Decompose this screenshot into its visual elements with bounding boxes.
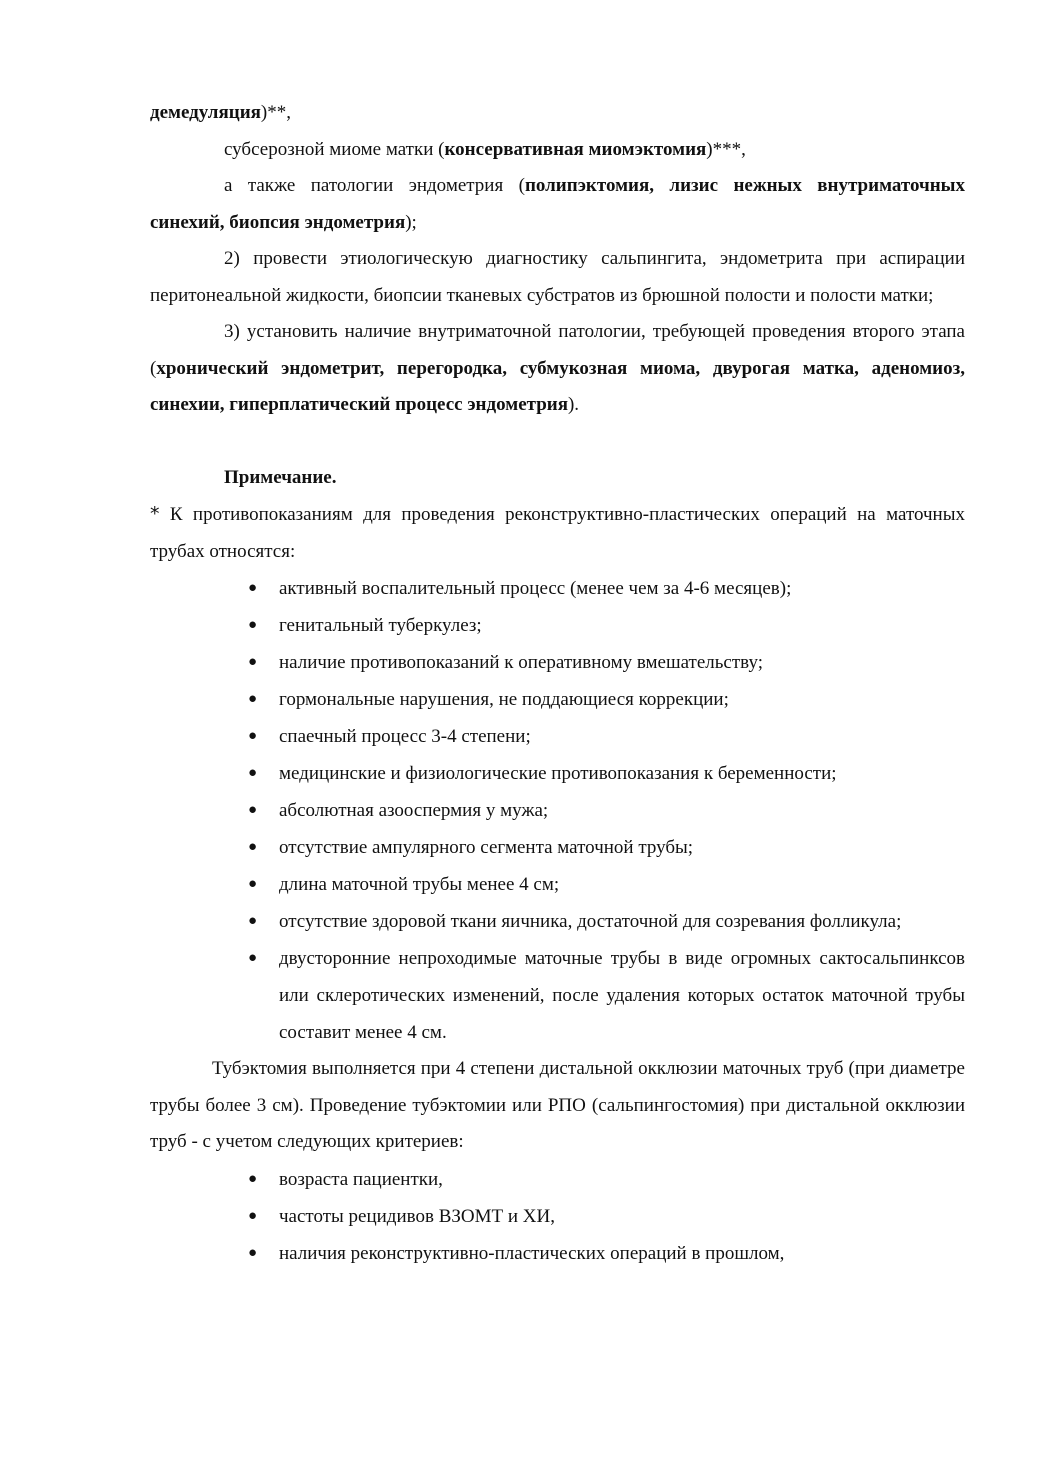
bullet-icon: ● (248, 691, 258, 707)
bullet-icon: ● (248, 765, 258, 781)
list-item: ● абсолютная азооспермия у мужа; (279, 792, 965, 829)
list-item: ● отсутствие ампулярного сегмента маточной трубы; (279, 829, 965, 866)
list-item: ● отсутствие здоровой ткани яичника, достаточной для созревания фолликула; (279, 903, 965, 940)
bullet-icon: ● (248, 580, 258, 596)
list-item: ● спаечный процесс 3-4 степени; (279, 718, 965, 755)
paragraph-text: )***, (706, 138, 746, 160)
paragraph-text: субсерозной миоме матки ( (224, 138, 445, 160)
criteria-list (150, 1161, 965, 1272)
bullet-icon: ● (248, 1207, 258, 1224)
document-page (150, 95, 965, 1272)
bullet-icon: ● (248, 913, 258, 929)
paragraph-text: ). (567, 394, 580, 415)
paragraph-tubectomy (150, 1051, 965, 1161)
list-item: ● длина маточной трубы менее 4 см; (279, 866, 965, 903)
bullet-icon: ● (248, 802, 258, 818)
bold-term: хронический эндометрит, перегородка, субмукозная миома, двурогая матка, аденомиоз, синехии, гиперплатический процесс эндометрия (150, 357, 965, 415)
list-item: ● активный воспалительный процесс (менее чем за 4-6 месяцев); (279, 570, 965, 607)
list-item: ● наличие противопоказаний к оперативному вмешательству; (279, 644, 965, 681)
bullet-icon: ● (248, 839, 258, 855)
note-title: Примечание. (224, 466, 337, 488)
bullet-icon: ● (248, 617, 258, 633)
note-intro (150, 496, 965, 570)
bold-term: полипэктомия, лизис нежных внутриматочных синехий, биопсия эндометрия (150, 175, 965, 233)
bullet-icon: ● (248, 876, 258, 892)
bullet-icon: ● (248, 950, 258, 966)
bullet-icon: ● (248, 1244, 258, 1261)
note-intro-text: К противопоказаниям для проведения реконструктивно-пластических операций на маточных трубах относятся: (150, 504, 965, 562)
paragraph-text: ); (405, 211, 417, 233)
list-item: ● возраста пациентки, (279, 1161, 965, 1198)
contraindications-list (150, 570, 965, 1051)
list-item: ● наличия реконструктивно-пластических операций в прошлом, (279, 1235, 965, 1272)
list-item: ● частоты рецидивов ВЗОМТ и ХИ, (279, 1198, 965, 1235)
paragraph-item-3 (150, 314, 965, 424)
paragraph-text: 2) провести этиологическую диагностику сальпингита, эндометрита при аспирации перитонеальной жидкости, биопсии тканевых субстратов из брюшной полости и полости матки; (150, 248, 965, 306)
list-item: ● медицинские и физиологические противопоказания к беременности; (279, 755, 965, 792)
paragraph-endometrium (150, 168, 965, 241)
list-item: ● двусторонние непроходимые маточные трубы в виде огромных сактосальпинксов или склеротических изменений, после удаления которых остаток маточной трубы составит менее 4 см. (279, 940, 965, 1051)
list-item: ● гормональные нарушения, не поддающиеся коррекции; (279, 681, 965, 718)
paragraph-text: а также патологии эндометрия ( (224, 175, 525, 196)
list-item: ● генитальный туберкулез; (279, 607, 965, 644)
paragraph-text: 3) установить наличие внутриматочной патологии, требующей проведения второго этапа ( (150, 321, 965, 379)
paragraph-text: Тубэктомия выполняется при 4 степени дистальной окклюзии маточных труб (при диаметре трубы более 3 см). Проведение тубэктомии или РПО (сальпингостомия) при дистальной окклюзии труб - с учетом следующих критериев: (150, 1058, 965, 1152)
paragraph-demedulation (150, 95, 965, 132)
paragraph-text: )**, (260, 102, 291, 123)
bold-term: демедуляция (150, 102, 261, 123)
paragraph-item-2 (150, 241, 965, 314)
footnote-star: * (150, 503, 160, 525)
bullet-icon: ● (248, 728, 258, 744)
bullet-icon: ● (248, 1170, 258, 1187)
bold-term: консервативная миомэктомия (444, 138, 707, 160)
bullet-icon: ● (248, 654, 258, 670)
spacer (150, 424, 965, 460)
paragraph-myomectomy (150, 132, 965, 169)
